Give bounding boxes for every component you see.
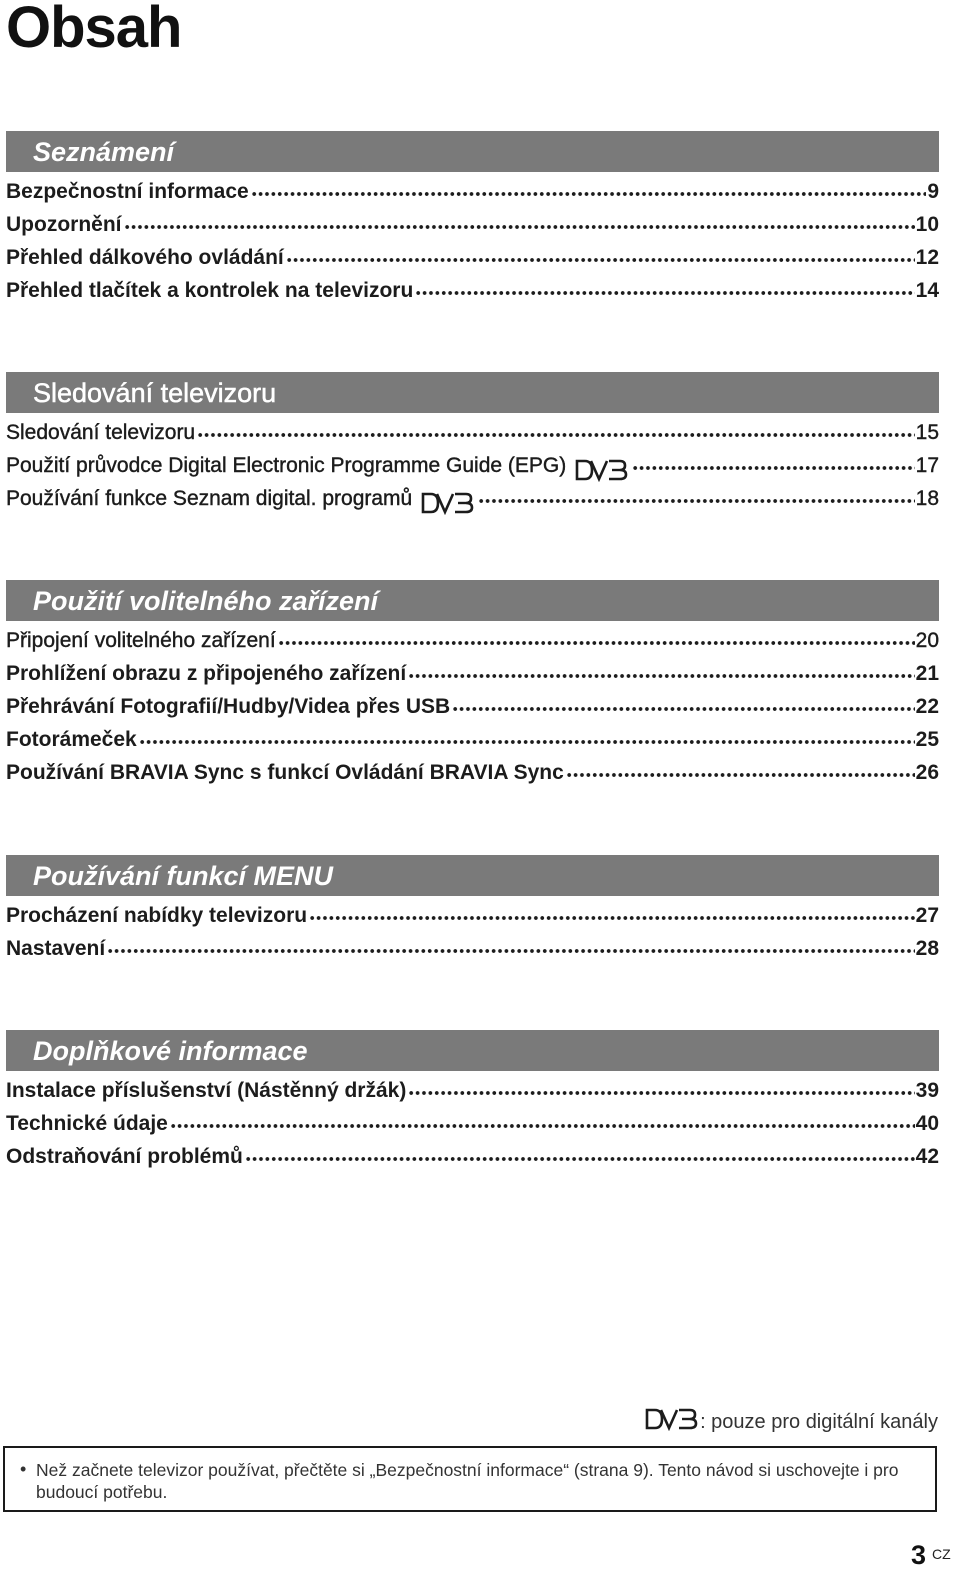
toc-entry-title: Přehrávání Fotografií/Hudby/Videa přes USB bbox=[6, 695, 451, 718]
toc-section-sledovani-televizoru bbox=[6, 372, 939, 515]
toc-entry[interactable] bbox=[6, 175, 939, 208]
dot-leader bbox=[415, 288, 914, 298]
page-number: 3 bbox=[911, 1540, 927, 1570]
toc-section-funkce-menu bbox=[6, 855, 939, 965]
toc-entry-title: Technické údaje bbox=[6, 1112, 168, 1135]
toc-entry-title: Upozornění bbox=[6, 213, 122, 236]
toc-entry-title: Přehled dálkového ovládání bbox=[6, 246, 284, 269]
toc-entry-page: 21 bbox=[915, 662, 939, 685]
toc-entry-page: 12 bbox=[915, 246, 939, 269]
toc-entry-title: Používání BRAVIA Sync s funkcí Ovládání BRAVIA Sync bbox=[6, 761, 564, 784]
dot-leader bbox=[286, 255, 915, 265]
toc-entry-title: Použití průvodce Digital Electronic Programme Guide (EPG) bbox=[6, 454, 567, 477]
toc-entry-title: Bezpečnostní informace bbox=[6, 180, 249, 203]
toc-entry[interactable] bbox=[6, 723, 939, 756]
section-header: Použití volitelného zařízení bbox=[6, 580, 939, 621]
toc-entry[interactable] bbox=[6, 756, 939, 789]
page-title: Obsah bbox=[6, 0, 182, 60]
toc-entry-page: 42 bbox=[915, 1145, 939, 1168]
toc-entry-title: Procházení nabídky televizoru bbox=[6, 904, 308, 927]
toc-entry-page: 22 bbox=[915, 695, 939, 718]
toc-entry[interactable] bbox=[6, 690, 939, 723]
legend-text: : pouze pro digitální kanály bbox=[700, 1410, 938, 1433]
dot-leader bbox=[251, 189, 927, 199]
section-header: Seznámení bbox=[6, 131, 939, 172]
dot-leader bbox=[452, 704, 914, 714]
toc-entry-page: 20 bbox=[915, 629, 939, 652]
toc-entry[interactable] bbox=[6, 208, 939, 241]
toc-entry-page: 15 bbox=[915, 421, 939, 444]
toc-entry[interactable] bbox=[6, 1107, 939, 1140]
toc-entry-title: Sledování televizoru bbox=[6, 421, 196, 444]
dot-leader bbox=[566, 770, 915, 780]
toc-entry-page: 18 bbox=[915, 487, 939, 510]
dot-leader bbox=[309, 913, 915, 923]
dot-leader bbox=[478, 496, 914, 506]
toc-entry[interactable] bbox=[6, 449, 939, 482]
toc-entry[interactable] bbox=[6, 932, 939, 965]
dot-leader bbox=[124, 222, 915, 232]
dot-leader bbox=[170, 1121, 915, 1131]
toc-entry-page: 28 bbox=[915, 937, 939, 960]
toc-entry-title: Používání funkce Seznam digital. programů bbox=[6, 487, 413, 510]
section-header: Používání funkcí MENU bbox=[6, 855, 939, 896]
dot-leader bbox=[278, 638, 915, 648]
dot-leader bbox=[197, 430, 915, 440]
toc-entry[interactable] bbox=[6, 1074, 939, 1107]
toc-entry[interactable] bbox=[6, 482, 939, 515]
note-text: Než začnete televizor používat, přečtěte si „Bezpečnostní informace“ (strana 9). Tento návod si uschovejte i pro budoucí potřebu. bbox=[36, 1460, 899, 1502]
toc-entry-title: Odstraňování problémů bbox=[6, 1145, 243, 1168]
dot-leader bbox=[632, 463, 914, 473]
toc-entry-page: 14 bbox=[915, 279, 939, 302]
toc-section-seznameni bbox=[6, 131, 939, 307]
toc-entry[interactable] bbox=[6, 1140, 939, 1173]
toc-entry-title: Prohlížení obrazu z připojeného zařízení bbox=[6, 662, 407, 685]
dvb-legend bbox=[644, 1407, 938, 1437]
toc-entry[interactable] bbox=[6, 899, 939, 932]
toc-entry-page: 26 bbox=[915, 761, 939, 784]
toc-entry[interactable] bbox=[6, 274, 939, 307]
dot-leader bbox=[139, 737, 915, 747]
dot-leader bbox=[408, 1088, 914, 1098]
toc-section-doplnkove-informace bbox=[6, 1030, 939, 1173]
toc-entry-page: 27 bbox=[915, 904, 939, 927]
toc-entry-page: 25 bbox=[915, 728, 939, 751]
section-header: Sledování televizoru bbox=[6, 372, 939, 413]
dot-leader bbox=[107, 946, 914, 956]
toc-section-volitelne-zarizeni bbox=[6, 580, 939, 789]
page-language-code: CZ bbox=[932, 1546, 951, 1562]
toc-entry-page: 17 bbox=[915, 454, 939, 477]
toc-entry[interactable] bbox=[6, 241, 939, 274]
toc-entry[interactable] bbox=[6, 624, 939, 657]
toc-entry-page: 39 bbox=[915, 1079, 939, 1102]
dot-leader bbox=[245, 1154, 915, 1164]
section-header: Doplňkové informace bbox=[6, 1030, 939, 1071]
toc-entry[interactable] bbox=[6, 657, 939, 690]
bullet-icon: • bbox=[20, 1459, 27, 1479]
toc-entry-page: 10 bbox=[915, 213, 939, 236]
toc-entry[interactable] bbox=[6, 416, 939, 449]
toc-entry-title: Instalace příslušenství (Nástěnný držák) bbox=[6, 1079, 407, 1102]
toc-entry-page: 9 bbox=[927, 180, 939, 203]
dot-leader bbox=[408, 671, 914, 681]
toc-entry-title: Nastavení bbox=[6, 937, 106, 960]
toc-entry-page: 40 bbox=[915, 1112, 939, 1135]
dvb-icon bbox=[574, 458, 628, 482]
toc-entry-title: Připojení volitelného zařízení bbox=[6, 629, 276, 652]
dvb-icon bbox=[644, 1407, 698, 1437]
toc-entry-title: Přehled tlačítek a kontrolek na televizoru bbox=[6, 279, 414, 302]
dvb-icon bbox=[420, 491, 474, 515]
note-box bbox=[3, 1446, 937, 1512]
toc-entry-title: Fotorámeček bbox=[6, 728, 137, 751]
